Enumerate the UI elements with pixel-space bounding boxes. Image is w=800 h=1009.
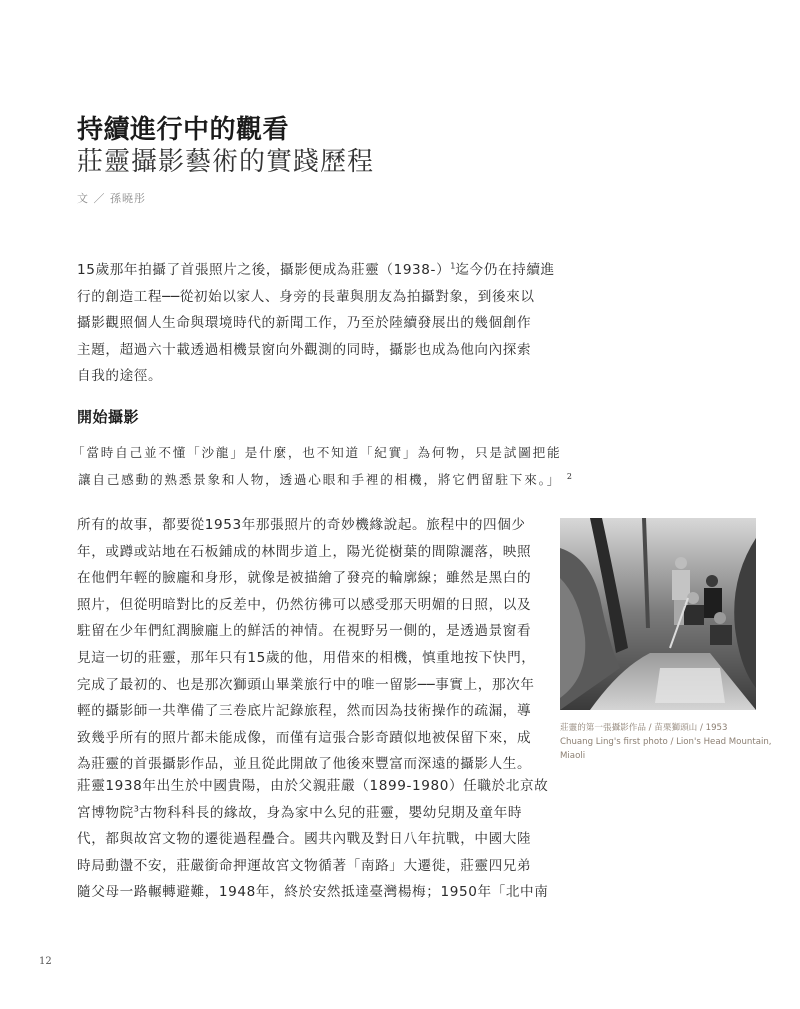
- article-subtitle: 莊靈攝影藝術的實踐歷程: [77, 147, 375, 177]
- text-line: 莊靈1938年出生於中國貴陽，由於父親莊嚴（1899-1980）任職於北京故: [77, 778, 549, 794]
- text-line: 見這一切的莊靈，那年只有15歲的他，用借來的相機，慎重地按下快門，: [77, 649, 536, 666]
- text-line: 代，都與故宮文物的遷徙過程疊合。國共內戰及對日八年抗戰，中國大陸: [77, 831, 532, 848]
- text-line: 主題，超過六十載透過相機景窗向外觀測的同時，攝影也成為他向內探索: [77, 341, 532, 358]
- quote-line: [72, 466, 572, 493]
- intro-paragraph: [77, 257, 555, 390]
- author-byline: 文 ／ 孫曉彤: [77, 192, 146, 205]
- text-line: 致幾乎所有的照片都未能成像，而僅有這張合影奇蹟似地被保留下來，成: [77, 729, 532, 746]
- article-title: 持續進行中的觀看: [77, 115, 290, 145]
- text-span: 讓自己感動的熟悉景象和人物，透過心眼和手裡的相機，將它們留駐下來。」: [78, 472, 562, 487]
- text-line: 完成了最初的、也是那次獅頭山畢業旅行中的唯一留影──事實上，那次年: [77, 676, 535, 693]
- page-number: 12: [39, 956, 52, 967]
- caption-line: Chuang Ling's first photo / Lion's Head Mountain,: [560, 737, 772, 747]
- text-line: 隨父母一路輾轉避難，1948年，終於安然抵達臺灣楊梅；1950年「北中南: [77, 884, 549, 901]
- text-span: 古物科科長的緣故，身為家中么兒的莊靈，嬰幼兒期及童年時: [138, 804, 523, 821]
- text-line: 為莊靈的首張攝影作品，並且從此開啟了他後來豐富而深遠的攝影人生。: [77, 756, 532, 773]
- photo-image: [560, 518, 756, 710]
- text-line: 攝影觀照個人生命與環境時代的新聞工作，乃至於陸續發展出的幾個創作: [77, 315, 532, 332]
- caption-line: Miaoli: [560, 751, 586, 761]
- section-heading: 開始攝影: [77, 408, 140, 426]
- block-quote: [72, 439, 572, 493]
- text-line: [77, 800, 532, 827]
- text-line: 輕的攝影師一共準備了三卷底片記錄旅程，然而因為技術操作的疏漏，導: [77, 703, 532, 720]
- story-paragraph: [77, 512, 536, 778]
- quote-line: 「當時自己並不懂「沙龍」是什麼，也不知道「紀實」為何物，只是試圖把能: [72, 445, 562, 460]
- footnote-marker: 2: [566, 471, 572, 481]
- family-paragraph: [77, 773, 549, 906]
- text-line: 駐留在少年們紅潤臉龐上的鮮活的神情。在視野另一側的，是透過景窗看: [77, 623, 532, 640]
- photo-figure: [560, 518, 756, 710]
- footnote-marker: 1: [450, 261, 456, 271]
- text-line: 照片，但從明暗對比的反差中，仍然彷彿可以感受那天明媚的日照，以及: [77, 596, 532, 613]
- text-line: 年，或蹲或站地在石板鋪成的林間步道上，陽光從樹葉的間隙灑落，映照: [77, 543, 532, 560]
- text-line: 在他們年輕的臉龐和身形，就像是被描繪了發亮的輪廓線；雖然是黑白的: [77, 570, 532, 587]
- text-line: [77, 257, 555, 284]
- footnote-marker: 3: [133, 804, 139, 814]
- photo-caption: [560, 721, 775, 763]
- text-span: 宮博物院: [77, 804, 134, 821]
- caption-line: 莊靈的第一張攝影作品 / 苗栗獅頭山 / 1953: [560, 723, 728, 733]
- text-line: 所有的故事，都要從1953年那張照片的奇妙機緣說起。旅程中的四個少: [77, 517, 526, 533]
- text-line: 行的創造工程──從初始以家人、身旁的長輩與朋友為拍攝對象，到後來以: [77, 288, 535, 305]
- text-line: 自我的途徑。: [77, 368, 163, 385]
- text-span: 迄今仍在持續進: [455, 262, 555, 278]
- text-line: 時局動盪不安，莊嚴銜命押運故宮文物循著「南路」大遷徙，莊靈四兄弟: [77, 857, 532, 874]
- text-span: 15歲那年拍攝了首張照片之後，攝影便成為莊靈（1938-）: [77, 262, 451, 278]
